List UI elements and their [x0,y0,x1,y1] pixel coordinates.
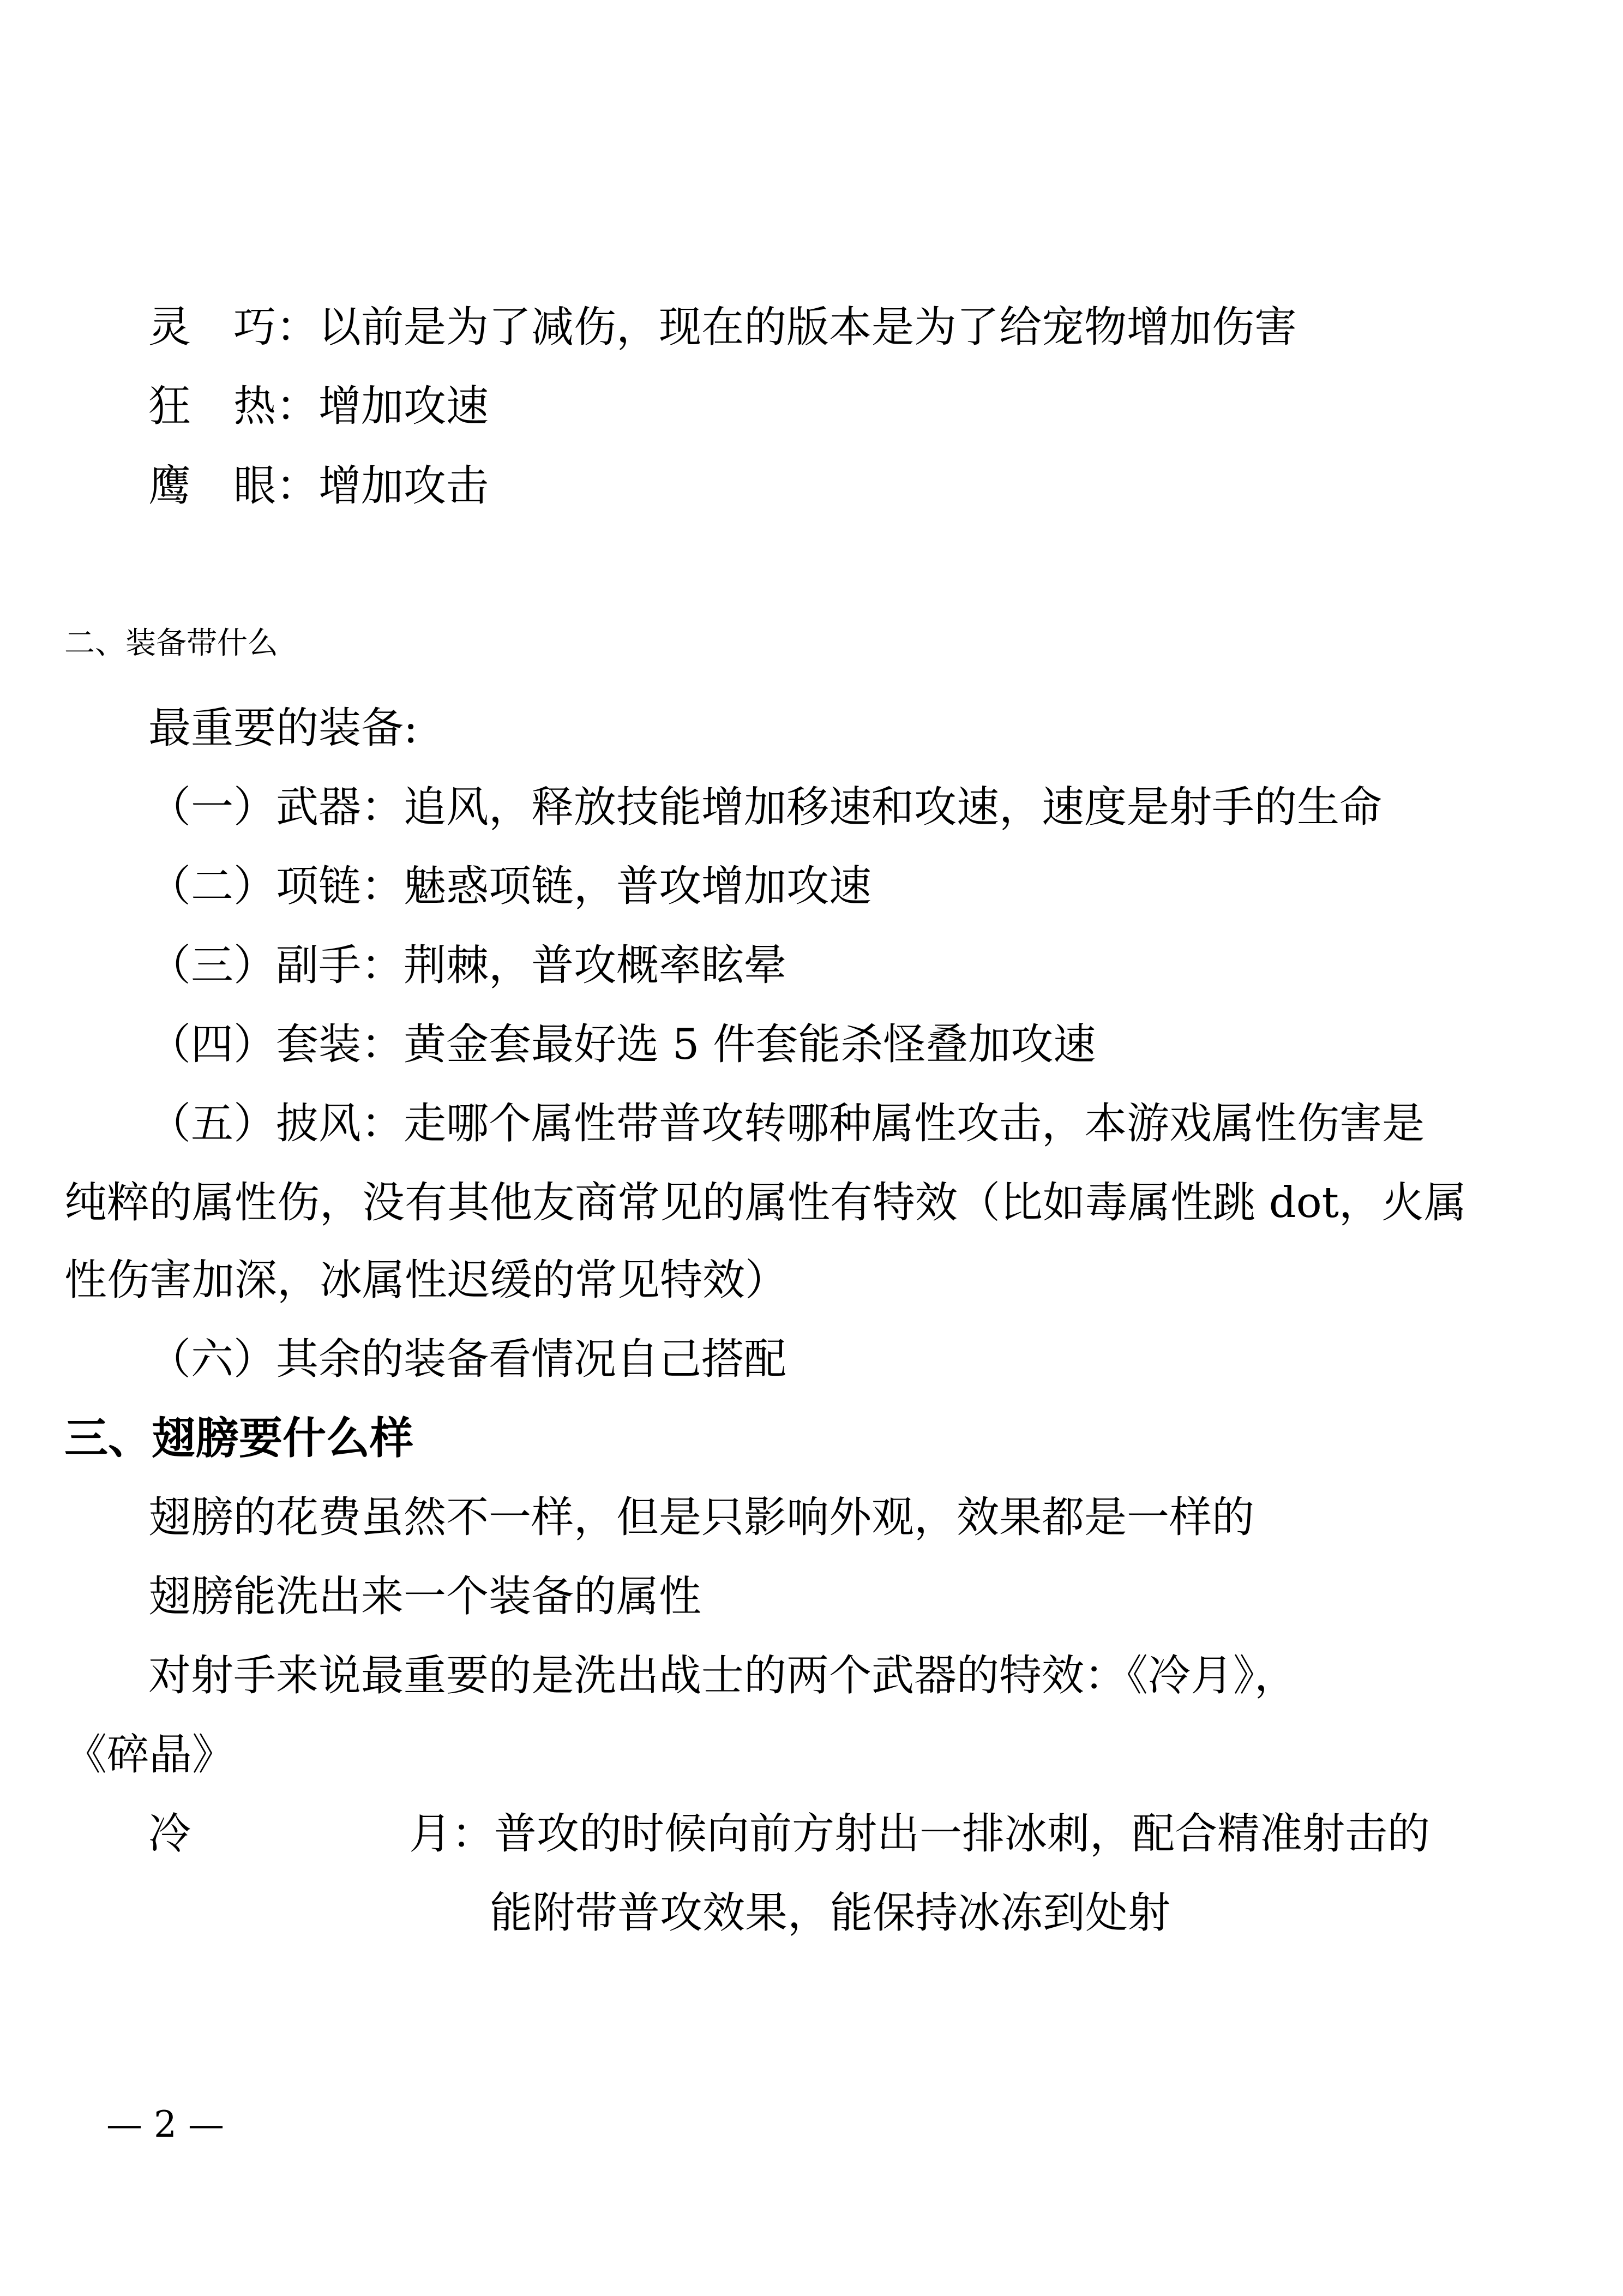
talent-line-yingyan [148,456,489,516]
equipment-item-other: （六）其余的装备看情况自己搭配 [148,1335,787,1384]
equipment-item-cloak-line1: （五）披风：走哪个属性带普攻转哪种属性攻击，本游戏属性伤害是 [148,1099,1425,1148]
equipment-item-cloak-line3: 性伤害加深，冰属性迟缓的常见特效） [64,1256,788,1305]
talent-line-kuangre [148,376,489,436]
effect-definition-lengyue-line1 [409,1804,1430,1864]
equipment-item-cloak-line2: 纯粹的属性伤，没有其他友商常见的属性有特效（比如毒属性跳 dot，火属 [64,1178,1467,1227]
wings-paragraph-1: 翅膀的花费虽然不一样，但是只影响外观，效果都是一样的 [148,1493,1255,1542]
equipment-item-set: （四）套装：黄金套最好选 5 件套能杀怪叠加攻速 [148,1020,1096,1069]
talent-desc: ：增加攻击 [276,461,489,511]
talent-desc: ：增加攻速 [276,382,489,431]
talent-name-char1: 狂 [148,382,191,431]
effect-desc-line1: ：普攻的时候向前方射出一排冰刺，配合精准射击的 [452,1809,1430,1859]
talent-name-char2: 热 [233,382,276,431]
section-2-title: 二、装备带什么 [64,626,278,661]
talent-name-char1: 鹰 [148,461,191,511]
section-2-intro: 最重要的装备: [148,704,418,753]
talent-desc: ：以前是为了减伤，现在的版本是为了给宠物增加伤害 [276,303,1297,352]
effect-definition-lengyue-line2: 能附带普攻效果，能保持冰冻到处射 [490,1889,1171,1938]
wings-paragraph-3-line1: 对射手来说最重要的是洗出战士的两个武器的特效：《冷月》， [148,1651,1297,1700]
talent-line-linqiao [148,297,1297,357]
talent-name-char2: 巧 [233,303,276,352]
effect-term-char2: 月 [409,1809,452,1859]
page-number: — 2 — [106,2103,224,2145]
talent-name-char2: 眼 [233,461,276,511]
wings-paragraph-2: 翅膀能洗出来一个装备的属性 [148,1572,702,1621]
equipment-item-weapon: （一）武器：追风，释放技能增加移速和攻速，速度是射手的生命 [148,783,1382,832]
equipment-item-offhand: （三）副手：荆棘，普攻概率眩晕 [148,941,787,990]
talent-name-char1: 灵 [148,303,191,352]
effect-definition-lengyue-term-char1: 冷 [148,1809,191,1859]
wings-paragraph-3-line2: 《碎晶》 [64,1730,235,1779]
section-3-title: 三、翅膀要什么样 [64,1413,413,1464]
equipment-item-necklace: （二）项链：魅惑项链，普攻增加攻速 [148,862,872,911]
